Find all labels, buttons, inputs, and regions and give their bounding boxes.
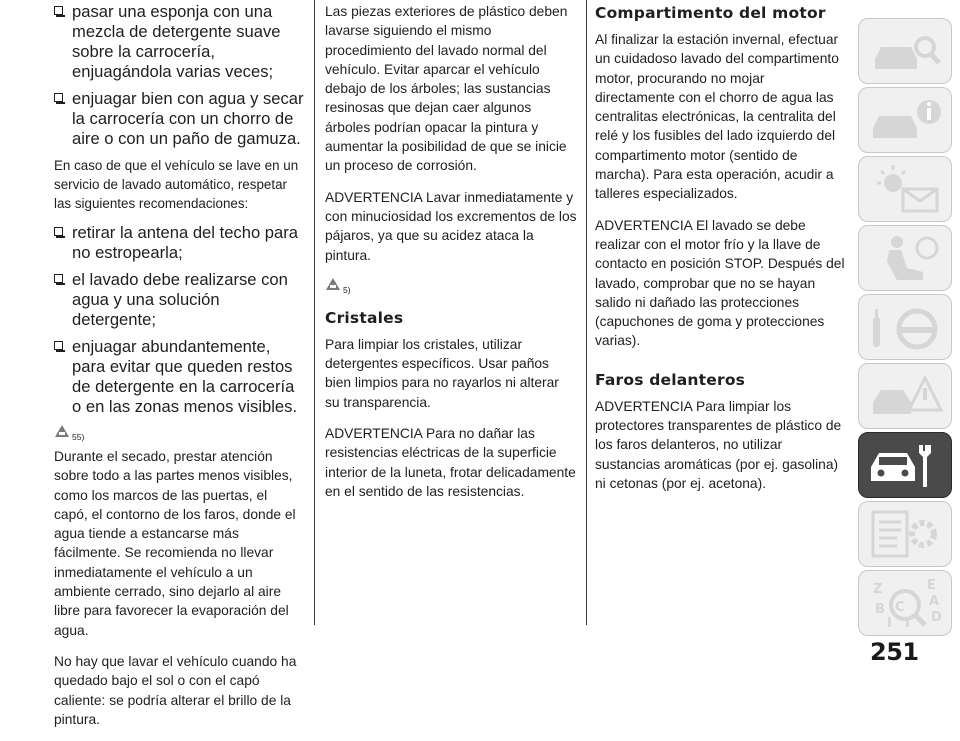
column-divider [586,0,587,625]
index-letter: Z [873,582,883,597]
bullet-item [54,337,304,417]
nav-tab-warning-lights[interactable] [858,156,952,222]
steering-wheel-icon [867,301,945,355]
bullet-text: enjuagar bien con agua y secar la carrocería con un chorro de aire o con un paño de gamuza. [72,89,304,148]
glass-heading: Cristales [325,308,404,327]
glass-paragraph: Para limpiar los cristales, utilizar detergentes específicos. Usar paños bien limpios para no rayarlos ni alterar su transparencia. [325,336,559,410]
checkbox-bullet-icon [54,227,63,236]
checkbox-bullet-icon [54,274,63,283]
car-search-icon [867,25,945,79]
airbag-seat-icon [867,232,945,286]
auto-wash-intro: En caso de que el vehículo se lave en un servicio de lavado automático, respetar las siguientes recomendaciones: [54,158,299,211]
page-number: 251 [870,638,919,666]
index-letter: T [903,616,912,631]
rear-window-warning: ADVERTENCIA Para no dañar las resistencias eléctricas de la superficie interior de la luneta, frotar delicadamente en el sentido de las resistencias. [325,426,576,499]
drying-paragraph: Durante el secado, prestar atención sobre todo a las partes menos visibles, como los marcos de las puertas, el capó, el contorno de los faros, donde el agua tiende a estancarse más fácilmente. Se recomienda no llevar inmediatamente el vehículo a un ambiente cerrado, sino dejarlo al aire libre para favorecer la evaporación del agua. [54,449,296,638]
checkbox-bullet-icon [54,341,63,350]
index-letter: E [927,578,936,593]
bullet-text: retirar la antena del techo para no estropearla; [72,223,299,262]
nav-tab-car-breakdown[interactable] [858,363,952,429]
engine-heading: Compartimento del motor [595,4,826,22]
car-info-icon [867,94,945,148]
headlights-heading: Faros delanteros [595,370,746,389]
warning-reference [54,424,304,444]
column-middle [325,2,577,513]
index-letter: C [895,600,905,615]
bullet-text: el lavado debe realizarse con agua y una solución detergente; [72,270,288,329]
bullet-item [54,270,304,330]
index-letter: D [931,610,942,625]
warning-lights-icon [867,163,945,217]
warning-car-icon [325,277,341,291]
warning-ref-number: 55) [72,432,85,442]
bullet-item [54,89,304,149]
warning-car-icon [54,424,70,438]
nav-tab-alphabetical-index[interactable] [858,570,952,636]
nav-tab-steering-wheel[interactable] [858,294,952,360]
nav-tab-car-search[interactable] [858,18,952,84]
bullet-item [54,223,304,263]
engine-paragraph: Al finalizar la estación invernal, efectuar un cuidadoso lavado del compartimento motor, procurando no mojar directamente con el chorro de agua las centralitas electrónicas, la centralita del relé y los fusibles del lado izquierdo del compartimento motor (sentido de marcha). Para esta operación, acudir a talleres especializados. [595,32,839,202]
engine-warning: ADVERTENCIA El lavado se debe realizar con el motor frío y la llave de contacto en posición STOP. Después del lavado, comprobar que no se hayan salido ni dañado las protecciones (capuchones de goma y protecciones varias). [595,217,845,349]
column-right [595,2,845,505]
column-divider [314,0,315,625]
car-service-icon [867,439,945,493]
bullet-item [54,2,304,82]
nav-tab-car-service-active[interactable] [858,432,952,498]
headlights-warning: ADVERTENCIA Para limpiar los protectores transparentes de plástico de los faros delanteros, no utilizar sustancias aromáticas (por ej. gasolina) ni cetonas (por ej. acetona). [595,398,842,491]
technical-data-icon [867,508,945,562]
index-letter: B [875,602,885,617]
sun-paragraph: No hay que lavar el vehículo cuando ha quedado bajo el sol o con el capó caliente: se podría alterar el brillo de la pintura. [54,653,297,727]
warning-ref-number: 5) [343,284,351,295]
column-left [54,2,304,741]
bird-warning: ADVERTENCIA Lavar inmediatamente y con minuciosidad los excrementos de los pájaros, ya que su acidez ataca la pintura. [325,189,577,263]
checkbox-bullet-icon [54,6,63,15]
warning-reference [325,277,577,297]
nav-tab-technical-data[interactable] [858,501,952,567]
checkbox-bullet-icon [54,93,63,102]
nav-tab-airbag-seat[interactable] [858,225,952,291]
bullet-text: pasar una esponja con una mezcla de detergente suave sobre la carrocería, enjuagándola varias veces; [72,2,281,81]
alphabetical-index-icon [867,577,945,631]
plastic-paragraph: Las piezas exteriores de plástico deben lavarse siguiendo el mismo procedimiento del lavado normal del vehículo. Evitar aparcar el vehículo debajo de los árboles; las sustancias resinosas que dejan caer algunos árboles podrían opacar la pintura y aumentar la posibilidad de que se inicie un proceso de corrosión. [325,4,568,174]
index-letter: A [929,594,940,609]
car-breakdown-icon [867,370,945,424]
index-letter: I [887,616,892,631]
bullet-text: enjuagar abundantemente, para evitar que queden restos de detergente en la carrocería o en las zonas menos visibles. [72,337,298,416]
nav-tab-car-info[interactable] [858,87,952,153]
